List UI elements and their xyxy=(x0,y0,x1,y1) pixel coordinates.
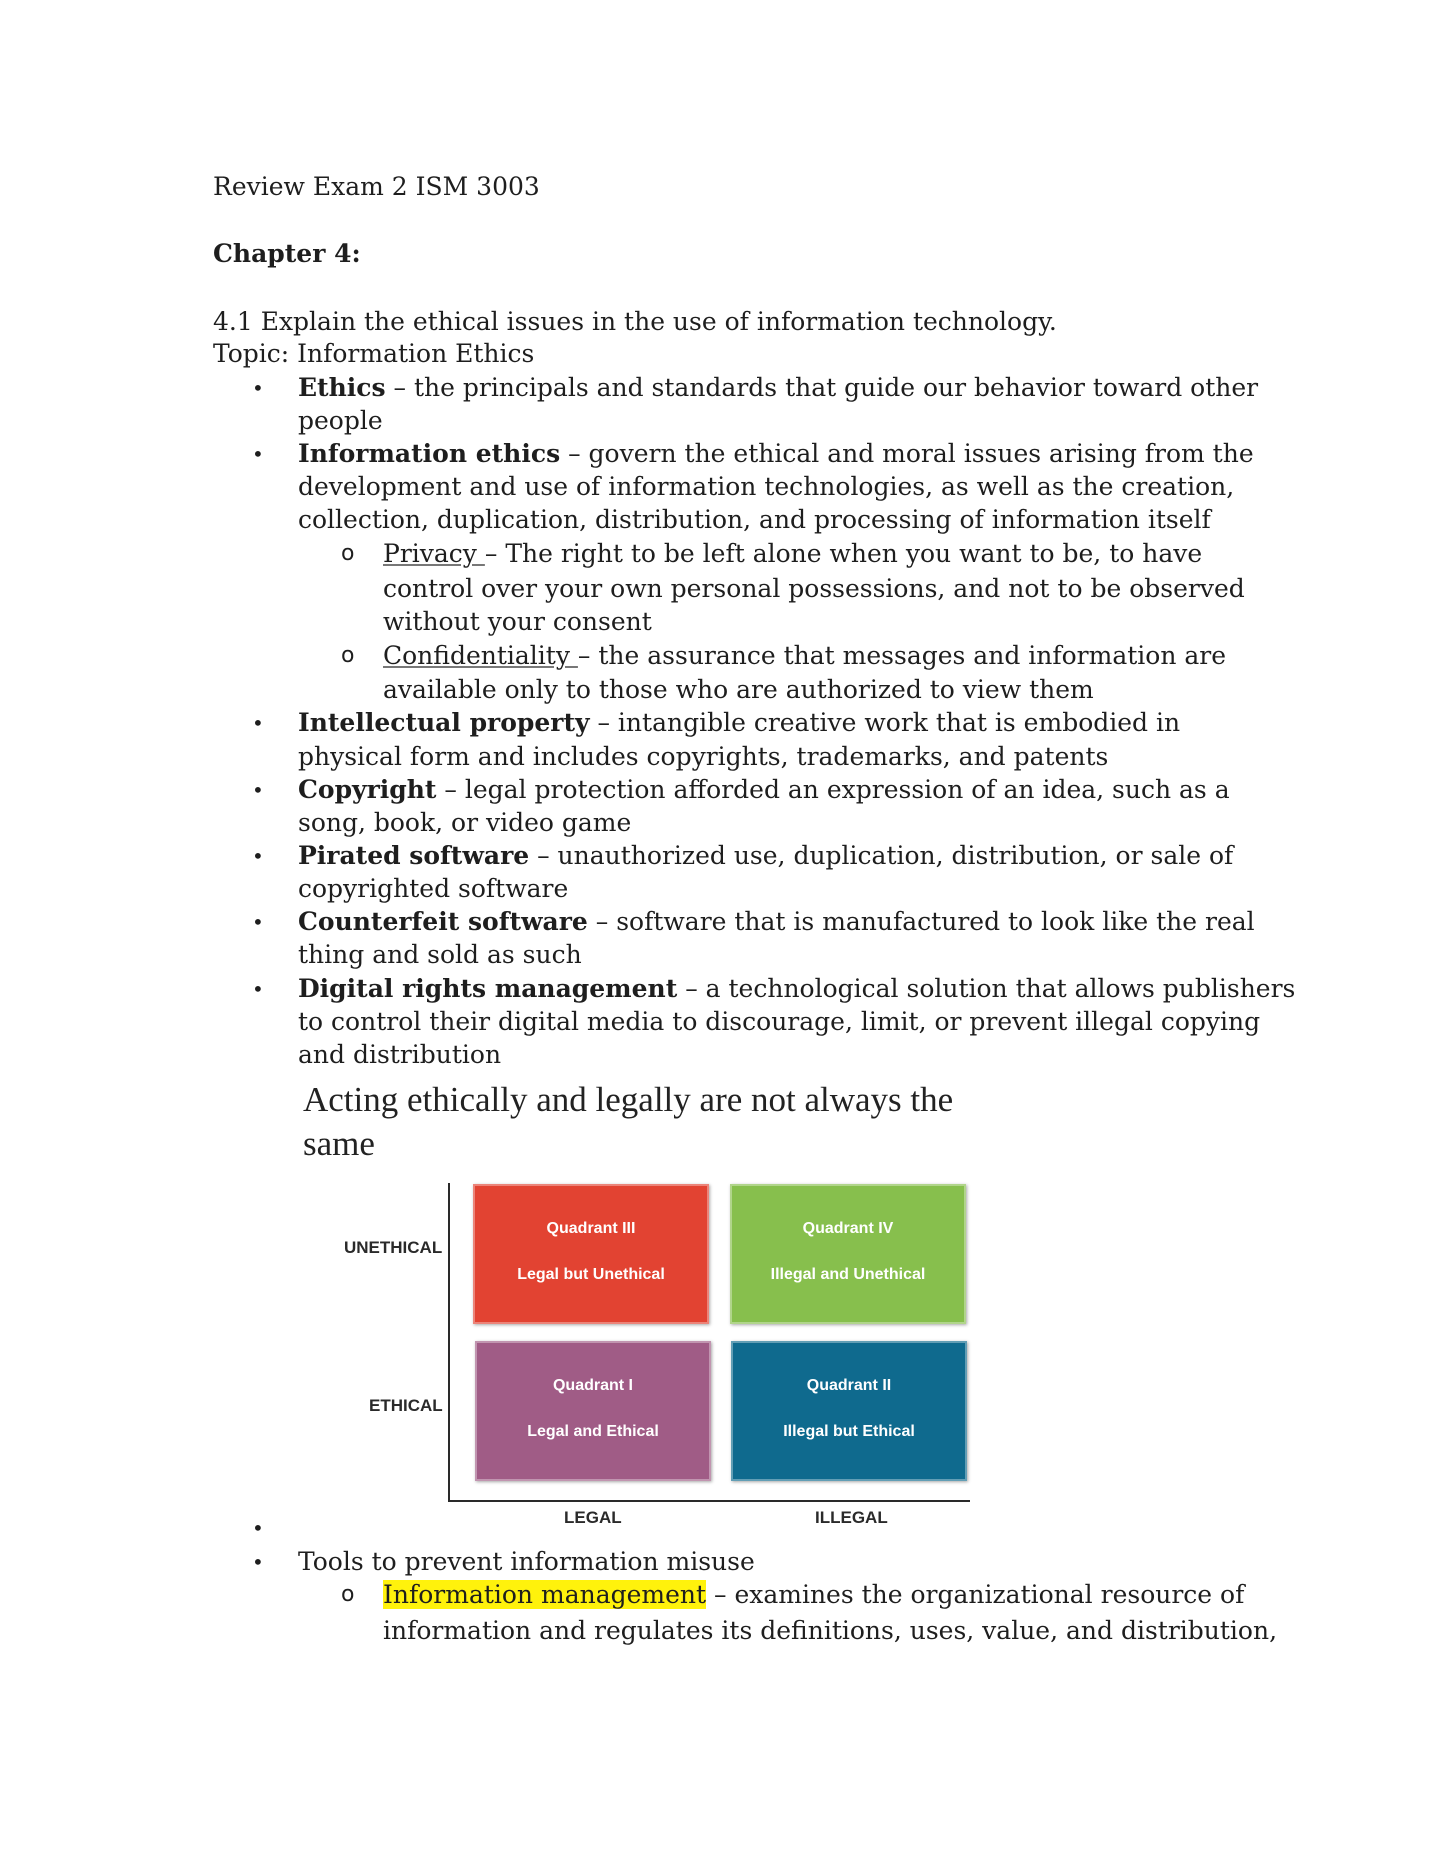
def-intellectual-property-cont: physical form and includes copyrights, trademarks, and patents xyxy=(298,742,1109,771)
y-label-ethical: ETHICAL xyxy=(369,1396,443,1415)
def-text: – software that is manufactured to look like the real xyxy=(587,907,1255,936)
y-label-unethical: UNETHICAL xyxy=(344,1238,443,1257)
def-term: Counterfeit software xyxy=(298,907,588,936)
def-term: Confidentiality xyxy=(383,641,578,670)
def-term: Pirated software xyxy=(298,841,530,870)
def-confidentiality xyxy=(383,639,1226,673)
def-counterfeit-software xyxy=(298,905,1255,939)
def-term: Copyright xyxy=(298,775,437,804)
sub-bullet-icon: o xyxy=(341,643,355,668)
bullet-icon: • xyxy=(252,711,264,735)
quadrant-name: Quadrant I xyxy=(552,1377,633,1394)
quadrant-desc: Legal and Ethical xyxy=(527,1423,659,1440)
bullet-icon: • xyxy=(252,910,264,934)
def-confidentiality-cont: available only to those who are authorized to view them xyxy=(383,675,1094,704)
def-privacy-cont: without your consent xyxy=(383,607,652,636)
quadrant-name: Quadrant III xyxy=(546,1220,636,1237)
bullet-icon: • xyxy=(252,844,264,868)
def-text: – the principals and standards that guide our behavior toward other xyxy=(385,373,1259,402)
y-axis-line xyxy=(448,1183,450,1501)
def-text: – unauthorized use, duplication, distribution, or sale of xyxy=(529,841,1234,870)
quadrant-desc: Illegal and Unethical xyxy=(770,1266,926,1283)
tools-heading: Tools to prevent information misuse xyxy=(298,1547,755,1576)
sub-bullet-icon: o xyxy=(341,541,355,566)
def-copyright xyxy=(298,773,1230,807)
def-ethics xyxy=(298,371,1258,405)
def-text: – legal protection afforded an expression of an idea, such as a xyxy=(436,775,1230,804)
def-information-ethics-cont: development and use of information technologies, as well as the creation, xyxy=(298,472,1235,501)
highlighted-term: Information management xyxy=(383,1580,707,1609)
x-label-illegal: ILLEGAL xyxy=(815,1508,888,1527)
sub-bullet-icon: o xyxy=(341,1582,355,1607)
quadrant-1 xyxy=(475,1341,711,1481)
def-term: Intellectual property xyxy=(298,708,590,737)
def-text: – intangible creative work that is embodied in xyxy=(589,708,1181,737)
quadrant-desc: Legal but Unethical xyxy=(517,1266,665,1283)
def-copyright-cont: song, book, or video game xyxy=(298,808,632,837)
quadrant-name: Quadrant IV xyxy=(802,1220,894,1237)
def-text: – the assurance that messages and information are xyxy=(577,641,1227,670)
quadrant-4 xyxy=(730,1184,966,1324)
bullet-icon: • xyxy=(252,376,264,400)
bullet-icon: • xyxy=(252,977,264,1001)
def-term: Privacy xyxy=(383,539,485,568)
def-drm-cont: and distribution xyxy=(298,1040,502,1069)
bullet-icon: • xyxy=(252,442,264,466)
bullet-icon: • xyxy=(252,778,264,802)
doc-header: Review Exam 2 ISM 3003 xyxy=(213,172,540,201)
def-information-management-cont: information and regulates its definitions, uses, value, and distribution, xyxy=(383,1616,1278,1645)
topic-line: Topic: Information Ethics xyxy=(213,339,535,368)
def-privacy-cont: control over your own personal possessions, and not to be observed xyxy=(383,574,1245,603)
bullet-icon: • xyxy=(252,1550,264,1574)
quadrant-desc: Illegal but Ethical xyxy=(783,1423,915,1440)
def-term: Information ethics xyxy=(298,439,561,468)
def-text: – examines the organizational resource of xyxy=(706,1580,1245,1609)
def-ethics-cont: people xyxy=(298,406,383,435)
def-counterfeit-software-cont: thing and sold as such xyxy=(298,940,582,969)
def-pirated-software xyxy=(298,839,1233,873)
def-intellectual-property xyxy=(298,706,1180,740)
def-text: – govern the ethical and moral issues arising from the xyxy=(560,439,1254,468)
figure-title: Acting ethically and legally are not always the xyxy=(303,1080,954,1119)
x-label-legal: LEGAL xyxy=(564,1508,622,1527)
def-information-ethics-cont: collection, duplication, distribution, and processing of information itself xyxy=(298,505,1211,534)
def-digital-rights-management xyxy=(298,972,1295,1006)
x-axis-line xyxy=(448,1500,970,1502)
figure-title-cont: same xyxy=(303,1124,375,1163)
def-information-ethics xyxy=(298,437,1254,471)
def-privacy xyxy=(383,537,1202,571)
quadrant-2 xyxy=(731,1341,967,1481)
def-drm-cont: to control their digital media to discourage, limit, or prevent illegal copying xyxy=(298,1007,1261,1036)
learning-objective: 4.1 Explain the ethical issues in the use of information technology. xyxy=(213,307,1057,336)
def-term: Ethics xyxy=(298,373,386,402)
def-term: Digital rights management xyxy=(298,974,678,1003)
bullet-icon: • xyxy=(252,1516,264,1540)
quadrant-name: Quadrant II xyxy=(806,1377,892,1394)
def-pirated-software-cont: copyrighted software xyxy=(298,874,569,903)
chapter-heading: Chapter 4: xyxy=(213,239,361,268)
quadrant-3 xyxy=(473,1184,709,1324)
def-information-management xyxy=(383,1578,1244,1612)
def-text: – a technological solution that allows publishers xyxy=(677,974,1296,1003)
def-text: – The right to be left alone when you want to be, to have xyxy=(484,539,1203,568)
